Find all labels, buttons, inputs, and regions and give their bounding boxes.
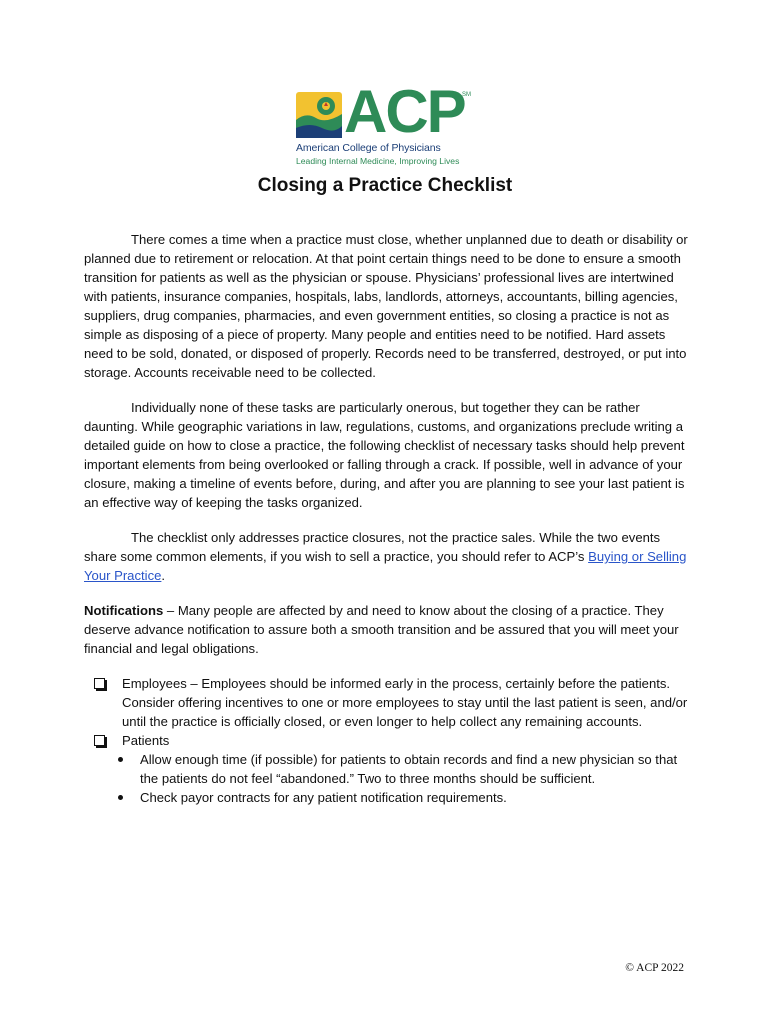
copyright-footer: © ACP 2022 [625, 962, 684, 974]
checkbox-icon [94, 735, 105, 746]
logo-acronym: ACP [344, 78, 465, 145]
scope-text: The checklist only addresses practice closures, not the practice sales. While the two events share some common elements, if you wish to sell a practice, you should refer to ACP’s [84, 530, 661, 564]
patients-label: Patients [122, 733, 170, 748]
buying-selling-link[interactable]: Buying or Selling Your Practice [84, 549, 687, 583]
notifications-text: – Many people are affected by and need to know about the closing of a practice. They deserve advance notification to assure both a smooth transition and be assured that you will meet your financial and legal obligations. [84, 603, 679, 656]
tasks-paragraph: Individually none of these tasks are particularly onerous, but together they can be rather daunting. While geographic variations in law, regulations, customs, and organizations preclude writing a detailed guide on how to close a practice, the following checklist of necessary tasks should help prevent important elements from being overlooked or falling through a crack. If possible, well in advance of your closure, making a timeline of events before, during, and after you are planning to see your last patient is an effective way of keeping the tasks organized. [84, 400, 685, 510]
logo-organization: American College of Physicians [296, 142, 441, 154]
logo-tagline: Leading Internal Medicine, Improving Lives [296, 156, 460, 166]
bullet-icon [118, 757, 123, 762]
employees-text: Employees – Employees should be informed early in the process, certainly before the patients. Consider offering incentives to one or more employees to stay until the last patient is seen, and/or until the practice is officially closed, or even longer to help collect any remaining accounts. [122, 676, 688, 729]
notifications-checklist [84, 674, 688, 750]
intro-paragraph: There comes a time when a practice must close, whether unplanned due to death or disability or planned due to retirement or relocation. At that point certain things need to be done to ensure a smooth transition for patients as well as the physician or spouse. Physicians’ professional lives are intertwined with patients, insurance companies, hospitals, labs, landlords, attorneys, accountants, billing agencies, suppliers, drug companies, pharmacies, and even government entities, so closing a practice is not as simple as disposing of a piece of property. Many people and entities need to be notified. Hard assets need to be sold, donated, or disposed of properly. Records need to be transferred, destroyed, or put into storage. Accounts receivable need to be collected. [84, 232, 688, 380]
checklist-item-patients [94, 731, 688, 750]
bullet-icon [118, 795, 123, 800]
list-item [110, 750, 688, 788]
bullet-text: Check payor contracts for any patient notification requirements. [140, 790, 507, 805]
logo-service-mark: SM [462, 92, 471, 98]
scope-end: . [161, 568, 166, 583]
notifications-paragraph [84, 601, 688, 658]
checkbox-icon [94, 678, 105, 689]
document-body [84, 230, 688, 807]
page-title: Closing a Practice Checklist [257, 175, 513, 196]
acp-logo [296, 78, 476, 172]
patient-bullets [110, 750, 688, 807]
scope-paragraph [84, 528, 688, 585]
checklist-item-employees [94, 674, 688, 731]
list-item [110, 788, 688, 807]
notifications-heading: Notifications [84, 603, 164, 618]
acp-emblem-icon [296, 92, 342, 138]
bullet-text: Allow enough time (if possible) for patients to obtain records and find a new physician so that the patients do not feel “abandoned.” Two to three months should be sufficient. [140, 752, 678, 786]
